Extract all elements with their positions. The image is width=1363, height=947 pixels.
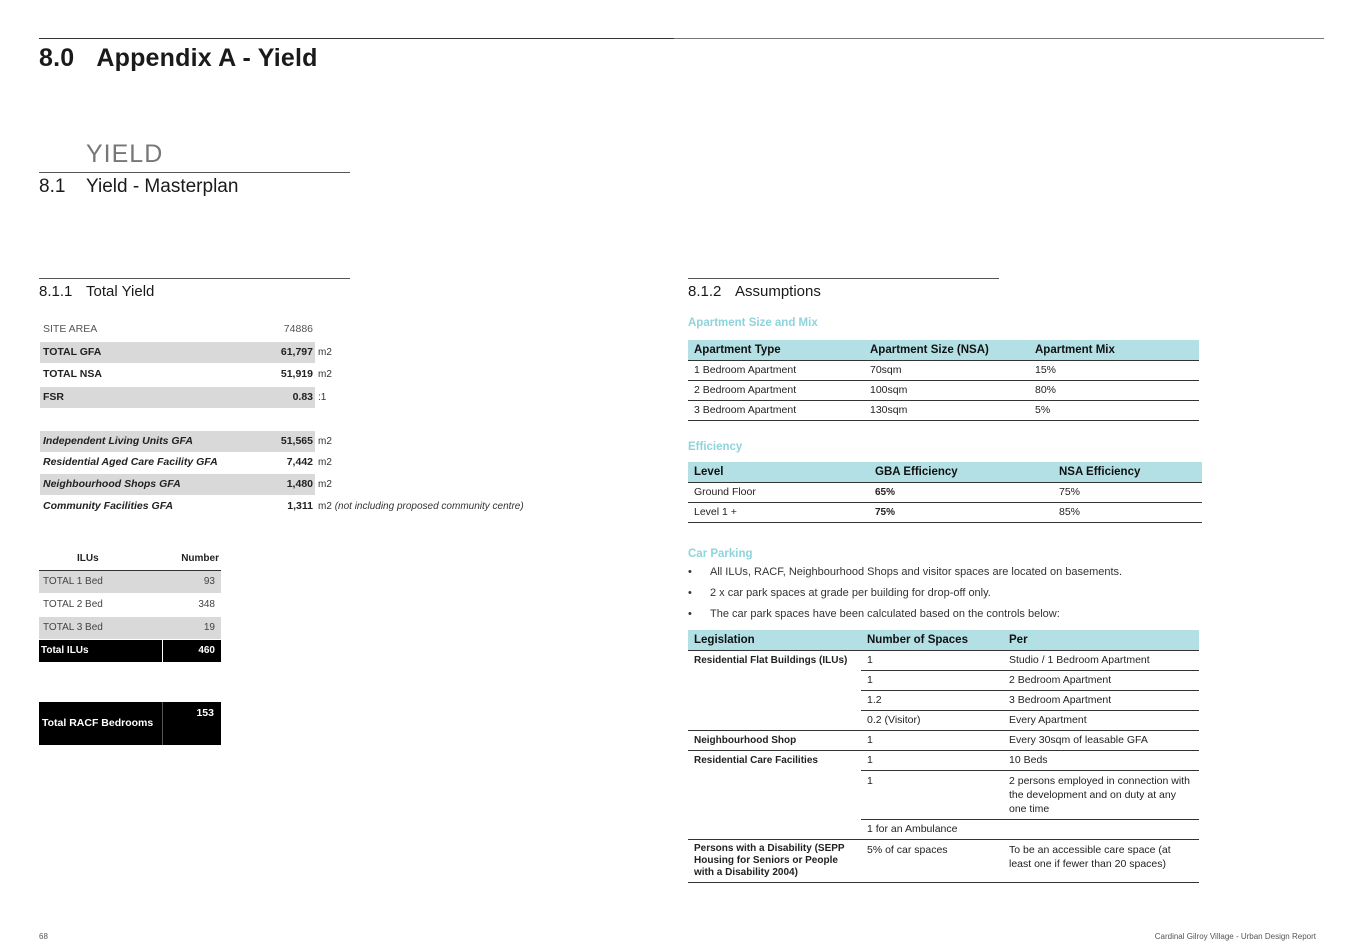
cell: Every 30sqm of leasable GFA <box>1003 731 1199 751</box>
page-title <box>39 44 318 73</box>
cell: 1.2 <box>861 691 1003 711</box>
apartment-table <box>688 340 1199 421</box>
ilu-total-value: 460 <box>198 645 215 656</box>
section-title: Appendix A - Yield <box>96 44 318 72</box>
ilu-value: 348 <box>198 599 215 610</box>
top-rule-right <box>674 38 1324 39</box>
apartment-col-type: Apartment Type <box>688 340 864 361</box>
cell: Ground Floor <box>688 483 869 503</box>
parking-col-spaces: Number of Spaces <box>861 630 1003 651</box>
top-rule-left <box>39 38 674 39</box>
cell: 1 Bedroom Apartment <box>688 361 864 381</box>
racf-label: Total RACF Bedrooms <box>42 717 154 729</box>
yield-row-site-area <box>40 319 315 340</box>
yield-row-total-gfa <box>40 342 332 363</box>
efficiency-col-gba: GBA Efficiency <box>869 462 1053 483</box>
cell: 5% of car spaces <box>861 840 1003 883</box>
assumptions-heading <box>688 283 821 300</box>
yield-row-ilu-gfa <box>40 431 332 452</box>
cell: Studio / 1 Bedroom Apartment <box>1003 651 1199 671</box>
cell: 75% <box>869 503 1053 523</box>
cell: 15% <box>1029 361 1199 381</box>
ilu-value: 19 <box>203 622 215 633</box>
list-item: • 2 x car park spaces at grade per building for drop-off only. <box>688 583 1122 604</box>
cell: Every Apartment <box>1003 711 1199 731</box>
ilu-header-number: Number <box>181 553 219 564</box>
table-row <box>39 617 221 640</box>
yield-label: Neighbourhood Shops GFA <box>43 478 181 490</box>
report-title: Cardinal Gilroy Village - Urban Design Report <box>1154 932 1316 941</box>
car-parking-table <box>688 630 1199 883</box>
yield-value: 1,311 <box>287 500 313 512</box>
section-number: 8.0 <box>39 44 75 72</box>
cell: Neighbourhood Shop <box>688 731 861 751</box>
efficiency-col-level: Level <box>688 462 869 483</box>
cell: 10 Beds <box>1003 751 1199 771</box>
total-yield-number: 8.1.1 <box>39 283 73 300</box>
ilu-header <box>39 548 221 571</box>
cell: 80% <box>1029 381 1199 401</box>
ilu-label: TOTAL 2 Bed <box>43 599 103 610</box>
efficiency-heading: Efficiency <box>688 441 743 453</box>
yield-rule <box>39 172 350 173</box>
cell: 2 persons employed in connection with the development and on duty at any one time <box>1003 771 1199 820</box>
cell: To be an accessible care space (at least one if fewer than 20 spaces) <box>1003 840 1199 883</box>
yield-label: FSR <box>43 391 64 403</box>
yield-value: 7,442 <box>286 456 313 468</box>
table-row <box>688 503 1202 523</box>
ilu-total-divider <box>162 640 163 662</box>
racf-divider <box>162 702 163 745</box>
yield-label: Community Facilities GFA <box>43 500 174 512</box>
table-header-row <box>688 630 1199 651</box>
cell: 1 for an Ambulance <box>861 820 1003 840</box>
cell: 1 <box>861 731 1003 751</box>
yield-value: 61,797 <box>280 346 313 358</box>
ilu-value: 93 <box>203 576 215 587</box>
ilu-table <box>39 548 221 662</box>
yield-value: 1,480 <box>286 478 313 490</box>
total-yield-heading <box>39 283 154 300</box>
cell <box>1003 820 1199 840</box>
yield-label: Independent Living Units GFA <box>43 435 193 447</box>
car-parking-bullets <box>688 562 1122 625</box>
apartment-col-size: Apartment Size (NSA) <box>864 340 1029 361</box>
list-item: • The car park spaces have been calculated based on the controls below: <box>688 604 1122 625</box>
yield-row-racf-gfa <box>40 452 332 473</box>
cell: Residential Care Facilities <box>688 751 861 840</box>
subsection-label: Yield - Masterplan <box>86 176 239 197</box>
total-yield-rule <box>39 278 350 279</box>
table-row <box>688 381 1199 401</box>
efficiency-table <box>688 462 1202 523</box>
yield-row-total-nsa <box>40 364 332 385</box>
cell: Residential Flat Buildings (ILUs) <box>688 651 861 731</box>
yield-value: 51,919 <box>280 368 313 380</box>
cell: 70sqm <box>864 361 1029 381</box>
yield-row-fsr <box>40 387 327 408</box>
yield-unit: m2 <box>318 479 332 490</box>
table-row <box>39 594 221 617</box>
cell: 3 Bedroom Apartment <box>688 401 864 421</box>
yield-unit: m2 <box>318 369 332 380</box>
table-row <box>39 571 221 594</box>
cell: 2 Bedroom Apartment <box>1003 671 1199 691</box>
yield-unit: m2 <box>318 347 332 358</box>
apartment-heading: Apartment Size and Mix <box>688 317 818 329</box>
yield-row-shops-gfa <box>40 474 332 495</box>
assumptions-number: 8.1.2 <box>688 283 722 300</box>
subsection-number: 8.1 <box>39 176 66 197</box>
yield-note: (not including proposed community centre) <box>334 501 524 512</box>
assumptions-title: Assumptions <box>735 283 821 300</box>
yield-value: 0.83 <box>292 391 313 403</box>
car-parking-heading: Car Parking <box>688 548 753 560</box>
cell: Persons with a Disability (SEPP Housing for Seniors or People with a Disability 2004) <box>688 840 861 883</box>
cell: 75% <box>1053 483 1202 503</box>
yield-unit: m2 <box>318 457 332 468</box>
table-row <box>688 731 1199 751</box>
yield-unit: m2 <box>318 436 332 447</box>
cell: 0.2 (Visitor) <box>861 711 1003 731</box>
cell: 1 <box>861 751 1003 771</box>
table-row <box>688 483 1202 503</box>
yield-unit: m2 (not including proposed community centre) <box>318 501 524 512</box>
table-row <box>688 651 1199 671</box>
parking-col-legislation: Legislation <box>688 630 861 651</box>
yield-label: Residential Aged Care Facility GFA <box>43 456 218 468</box>
yield-label: TOTAL NSA <box>43 368 102 380</box>
yield-value: 74886 <box>283 323 313 335</box>
total-yield-title: Total Yield <box>86 283 155 300</box>
cell: Level 1 + <box>688 503 869 523</box>
cell: 1 <box>861 671 1003 691</box>
yield-label: TOTAL GFA <box>43 346 102 358</box>
list-item: • All ILUs, RACF, Neighbourhood Shops and visitor spaces are located on basements. <box>688 562 1122 583</box>
efficiency-col-nsa: NSA Efficiency <box>1053 462 1202 483</box>
cell: 3 Bedroom Apartment <box>1003 691 1199 711</box>
racf-value: 153 <box>196 707 214 719</box>
cell: 100sqm <box>864 381 1029 401</box>
yield-unit: :1 <box>318 392 327 403</box>
yield-value: 51,565 <box>280 435 313 447</box>
ilu-label: TOTAL 3 Bed <box>43 622 103 633</box>
assumptions-rule <box>688 278 999 279</box>
cell: 1 <box>861 771 1003 820</box>
page-number: 68 <box>39 932 48 941</box>
yield-label: SITE AREA <box>43 323 98 335</box>
cell: 130sqm <box>864 401 1029 421</box>
cell: 85% <box>1053 503 1202 523</box>
subsection-title <box>39 176 238 198</box>
table-header-row <box>688 462 1202 483</box>
ilu-total-label: Total ILUs <box>41 645 89 656</box>
cell: 5% <box>1029 401 1199 421</box>
racf-total-box <box>39 702 221 745</box>
apartment-col-mix: Apartment Mix <box>1029 340 1199 361</box>
ilu-total-row <box>39 640 221 662</box>
cell: 65% <box>869 483 1053 503</box>
table-row <box>688 401 1199 421</box>
table-header-row <box>688 340 1199 361</box>
table-row <box>688 840 1199 883</box>
cell: 2 Bedroom Apartment <box>688 381 864 401</box>
table-row <box>688 361 1199 381</box>
ilu-label: TOTAL 1 Bed <box>43 576 103 587</box>
yield-row-community-gfa <box>40 496 524 517</box>
ilu-header-label: ILUs <box>77 553 99 564</box>
yield-word: YIELD <box>86 140 164 168</box>
parking-col-per: Per <box>1003 630 1199 651</box>
cell: 1 <box>861 651 1003 671</box>
table-row <box>688 751 1199 771</box>
